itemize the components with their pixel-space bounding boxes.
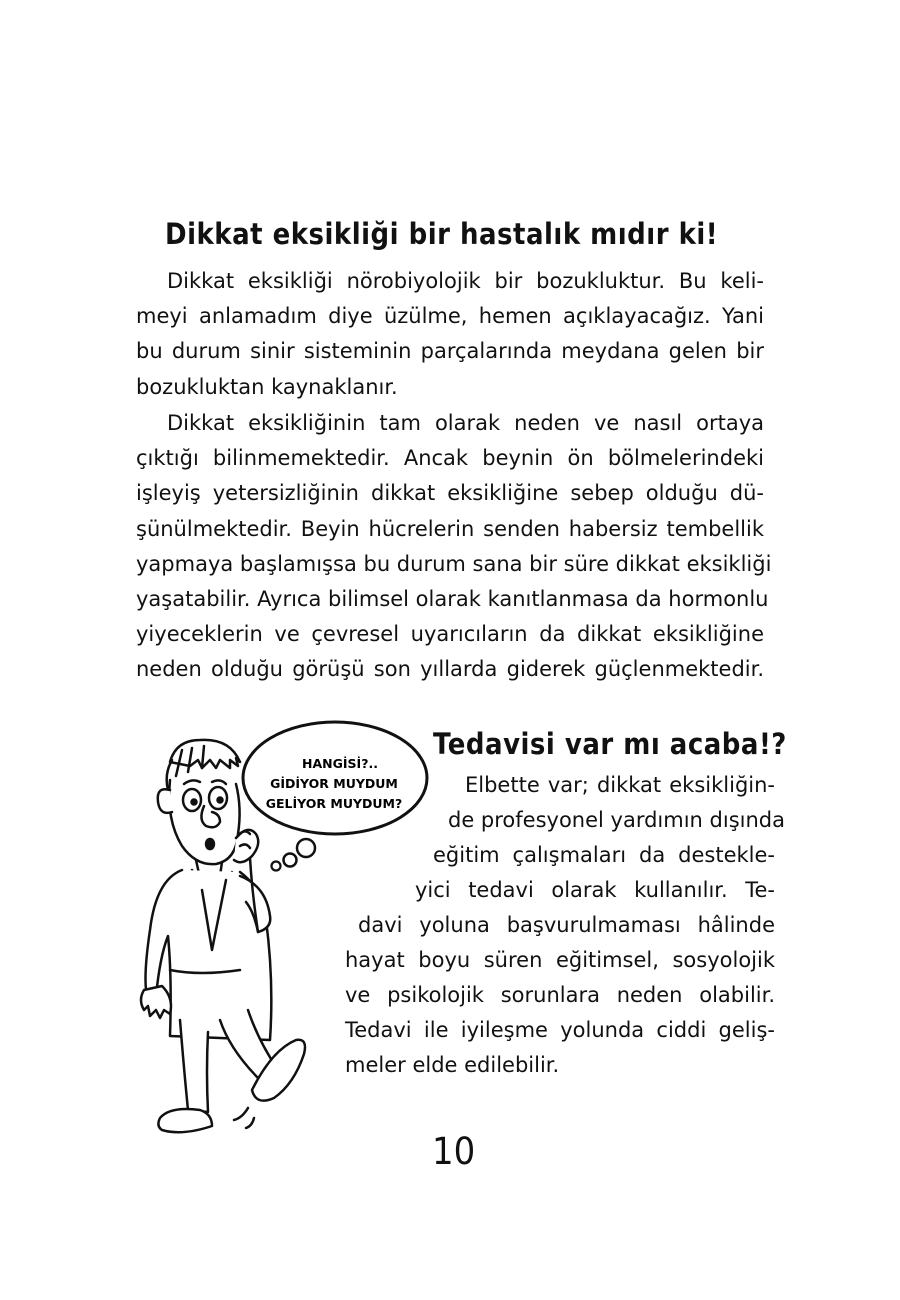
thought-line-1: HANGİSİ?.. [302,756,378,771]
thought-line-2: GİDİYOR MUYDUM [270,776,398,791]
text-line: eğitim çalışmaları da destekle- [433,843,775,867]
text-line: bozukluktan kaynaklanır. [136,374,398,399]
thought-line-3: GELİYOR MUYDUM? [265,796,403,811]
text-line: çıktığı bilinmemektedir. Ancak beynin ön bölmelerindeki [136,446,764,471]
text-line: Elbette var; dikkat eksikliğin- [465,773,775,797]
text-line: şünülmektedir. Beyin hücrelerin senden habersiz tembellik [136,516,764,541]
paragraph-causes [136,406,772,688]
text-line: neden olduğu görüşü son yıllarda giderek güçlenmektedir. [136,657,764,682]
section-heading-adhd-disease: Dikkat eksikliği bir hastalık mıdır ki! [165,218,719,252]
text-line: meyi anlamadım diye üzülme, hemen açıklayacağız. Yani [136,304,764,329]
text-line: yici tedavi olarak kullanılır. Te- [415,878,775,902]
text-line: ve psikolojik sorunlara neden olabilir. [345,983,775,1007]
text-line: Tedavi ile iyileşme yolunda ciddi geliş- [345,1018,775,1042]
page-number: 10 [432,1130,476,1174]
confused-boy-illustration [130,720,430,1160]
paragraph-neurobiological [136,264,764,405]
text-line: hayat boyu süren eğitimsel, sosyolojik [345,948,775,972]
text-line: Dikkat eksikliğinin tam olarak neden ve nasıl ortaya [167,411,764,435]
text-line: meler elde edilebilir. [345,1053,560,1077]
text-line: yaşatabilir. Ayrıca bilimsel olarak kanıtlanmasa da hormonlu [136,587,769,612]
text-line: Dikkat eksikliği nörobiyolojik bir bozukluktur. Bu keli- [167,269,764,293]
section-heading-treatment: Tedavisi var mı acaba!? [433,728,787,762]
text-line: yiyeceklerin ve çevresel uyarıcıların da dikkat eksikliğine [136,622,764,647]
text-line: davi yoluna başvurulmaması hâlinde [358,913,775,937]
text-line: bu durum sinir sisteminin parçalarında meydana gelen bir [136,339,764,364]
text-line: de profesyonel yardımın dışında [448,808,785,832]
text-line: yapmaya başlamışsa bu durum sana bir süre dikkat eksikliği [136,551,772,576]
text-line: işleyiş yetersizliğinin dikkat eksikliğine sebep olduğu dü- [136,481,764,506]
thought-bubble [243,722,427,871]
